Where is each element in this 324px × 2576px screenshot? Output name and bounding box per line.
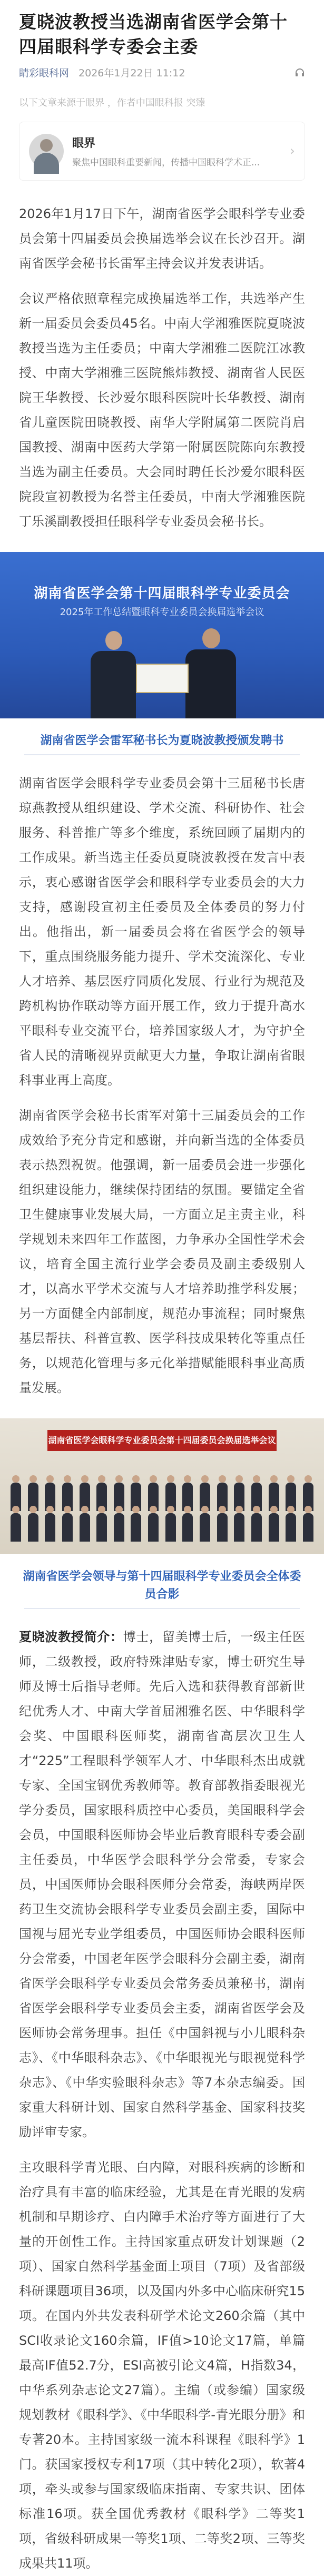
avatar [29,134,64,169]
photo1-banner-main: 湖南省医学会第十四届眼科学专业委员会 [34,586,290,601]
source-hint: 以下文章来源于眼界 ，作者中国眼科报 突臻 [19,97,205,108]
article-title: 夏晓波教授当选湖南省医学会第十四届眼科学专委会主委 [19,12,288,57]
caption-divider [24,754,300,755]
headphone-icon [294,67,305,78]
source-account-card[interactable] [19,122,305,181]
chevron-right-icon: › [289,143,295,159]
photo2-caption: 湖南省医学会领导与第十四届眼科学专业委员会全体委员合影 [23,1570,301,1601]
paragraph-achievements: 主攻眼科学青光眼、白内障，对眼科疾病的诊断和治疗具有丰富的临床经验，尤其是在青光眼的发病机制和早期诊疗、白内障手术治疗等方面进行了大量的开创性工作。主持国家重点研发计划课题（2项）、国家自然科学基金面上项目（7项）及省部级科研课题项目36项，以及国内外多中心临床研究15项。在国内外共发表科研学术论文260余篇（其中SCI收录论文160余篇，IF值>10论文17篇，单篇最高IF值52.7分，ESI高被引论文4篇，H指数34，中华系列杂志论文27篇）。主编（或参编）国家级规划教材《眼科学》、《中华眼科学-青光眼分册》和专著20本。主持国家级一流本科课程《眼科学》1门。获国家授权专利17项（其中转化2项），软著4项，牵头或参与国家级临床指南、专家共识、团体标准16项。获全国优秀教材《眼科学》二等奖1项，省级科研成果一等奖1项、二等奖2项、三等奖成果共11项。 [19,2160,305,2571]
bio-label: 夏晓波教授简介： [19,1630,123,1644]
publish-date: 2026年1月22日 11:12 [78,67,185,79]
source-account-description: 聚焦中国眼科重要新闻，传播中国眼科学术正... [72,157,260,168]
listen-button[interactable] [294,67,305,78]
paragraph-intro: 2026年1月17日下午，湖南省医学会眼科学专业委员会第十四届委员会换届选举会议在长沙召开。湖南省医学会秘书长雷军主持会议并发表讲话。 [19,206,305,271]
photo-certificate-ceremony [0,552,324,718]
article-meta [19,65,305,80]
account-name-link[interactable]: 睛彩眼科网 [19,67,70,79]
paragraph-review: 湖南省医学会眼科学专业委员会第十三届秘书长唐琼燕教授从组织建设、学术交流、科研协作、社会服务、科普推广等多个维度，系统回顾了届期内的工作成果。新当选主任委员夏晓波教授在发言中表示，衷心感谢省医学会和眼科学专业委员会的大力支持，感谢段宣初主任委员及全体委员的努力付出。他指出，新一届委员会将在省医学会的领导下，重点围绕服务能力提升、学术交流深化、专业人才培养、基层医疗同质化发展、行业行为规范及跨机构协作联动等方面开展工作，致力于提升高水平眼科专业交流平台，培养国家级人才，为守护全省人民的清晰视界贡献更大力量，争取让湖南省眼科事业再上高度。 [19,776,305,1088]
paragraph-bio [19,1625,305,2145]
source-account-name: 眼界 [72,137,96,150]
paragraph-remarks: 湖南省医学会秘书长雷军对第十三届委员会的工作成效给予充分肯定和感谢，并向新当选的全体委员表示热烈祝贺。他强调，新一届委员会进一步强化组织建设能力，继续保持团结的氛围。要锚定全省卫生健康事业发展大局，一方面立足主责主业，科学规划未来四年工作蓝图，力争承办全国性学术会议，培育全国主流行业学会委员及副主委级别人才，以高水平学术交流与人才培养助推学科发展；另一方面健全内部制度，规范办事流程；同时聚焦基层帮扶、科普宣教、医学科技成果转化等重点任务，以规范化管理与多元化举措赋能眼科事业高质量发展。 [19,1108,305,1395]
bio-text: 博士，留美博士后，一级主任医师，二级教授，政府特殊津贴专家，博士研究生导师及博士后指导老师。先后入选和获得教育部新世纪优秀人才、中南大学首届湘雅名医、中华眼科学会奖、中国眼科医师奖，湖南省高层次卫生人才“225”工程眼科学领军人才、中华眼科杰出成就专家、全国宝钢优秀教师等。教育部教指委眼视光学分委员，国家眼科质控中心委员，美国眼科学会会员，中国眼科医师协会毕业后教育眼科专委会副主任委员，中华医学会眼科学分会常委，专家会员，中国医师协会眼科医师分会常委，海峡两岸医药卫生交流协会眼科学专业委员会副主委，国际中国视与屈光专业学组委员，中国医师协会眼科医师分会常委，中国老年医学会眼科分会副主委，湖南省医学会眼科学专业委员会常务委员兼秘书，湖南省医学会眼科学专业委员会主委，湖南省医学会及医师协会常务理事。担任《中国斜视与小儿眼科杂志》、《中华眼科杂志》、《中华眼视光与眼视觉科学杂志》、《中华实验眼科杂志》等7本杂志编委。国家重大科研计划、国家自然科学基金、国家科技奖励评审专家。 [19,1630,306,2139]
caption-divider [24,1608,300,1609]
photo-group [0,1418,324,1554]
photo1-banner-sub: 2025年工作总结暨眼科专业委员会换届选举会议 [60,607,264,618]
source-account-info [72,134,281,168]
photo1-caption: 湖南省医学会雷军秘书长为夏晓波教授颁发聘书 [40,734,284,747]
paragraph-election: 会议严格依照章程完成换届选举工作，共选举产生新一届委员会委员45名。中南大学湘雅医院夏晓波教授当选为主任委员；中南大学湘雅二医院江冰教授、中南大学湘雅三医院熊炜教授、湖南省人民医院王华教授、长沙爱尔眼科医院叶长华教授、湖南省儿童医院田晓教授、南华大学附属第二医院肖启国教授、湖南中医药大学第一附属医院陈向东教授当选为副主任委员。大会同时聘任长沙爱尔眼科医院段宣初教授为名誉主任委员，中南大学湘雅医院丁乐溪副教授担任眼科学专业委员会秘书长。 [19,291,305,529]
photo2-banner: 湖南省医学会眼科学专业委员会第十四届委员会换届选举会议 [47,1430,277,1451]
